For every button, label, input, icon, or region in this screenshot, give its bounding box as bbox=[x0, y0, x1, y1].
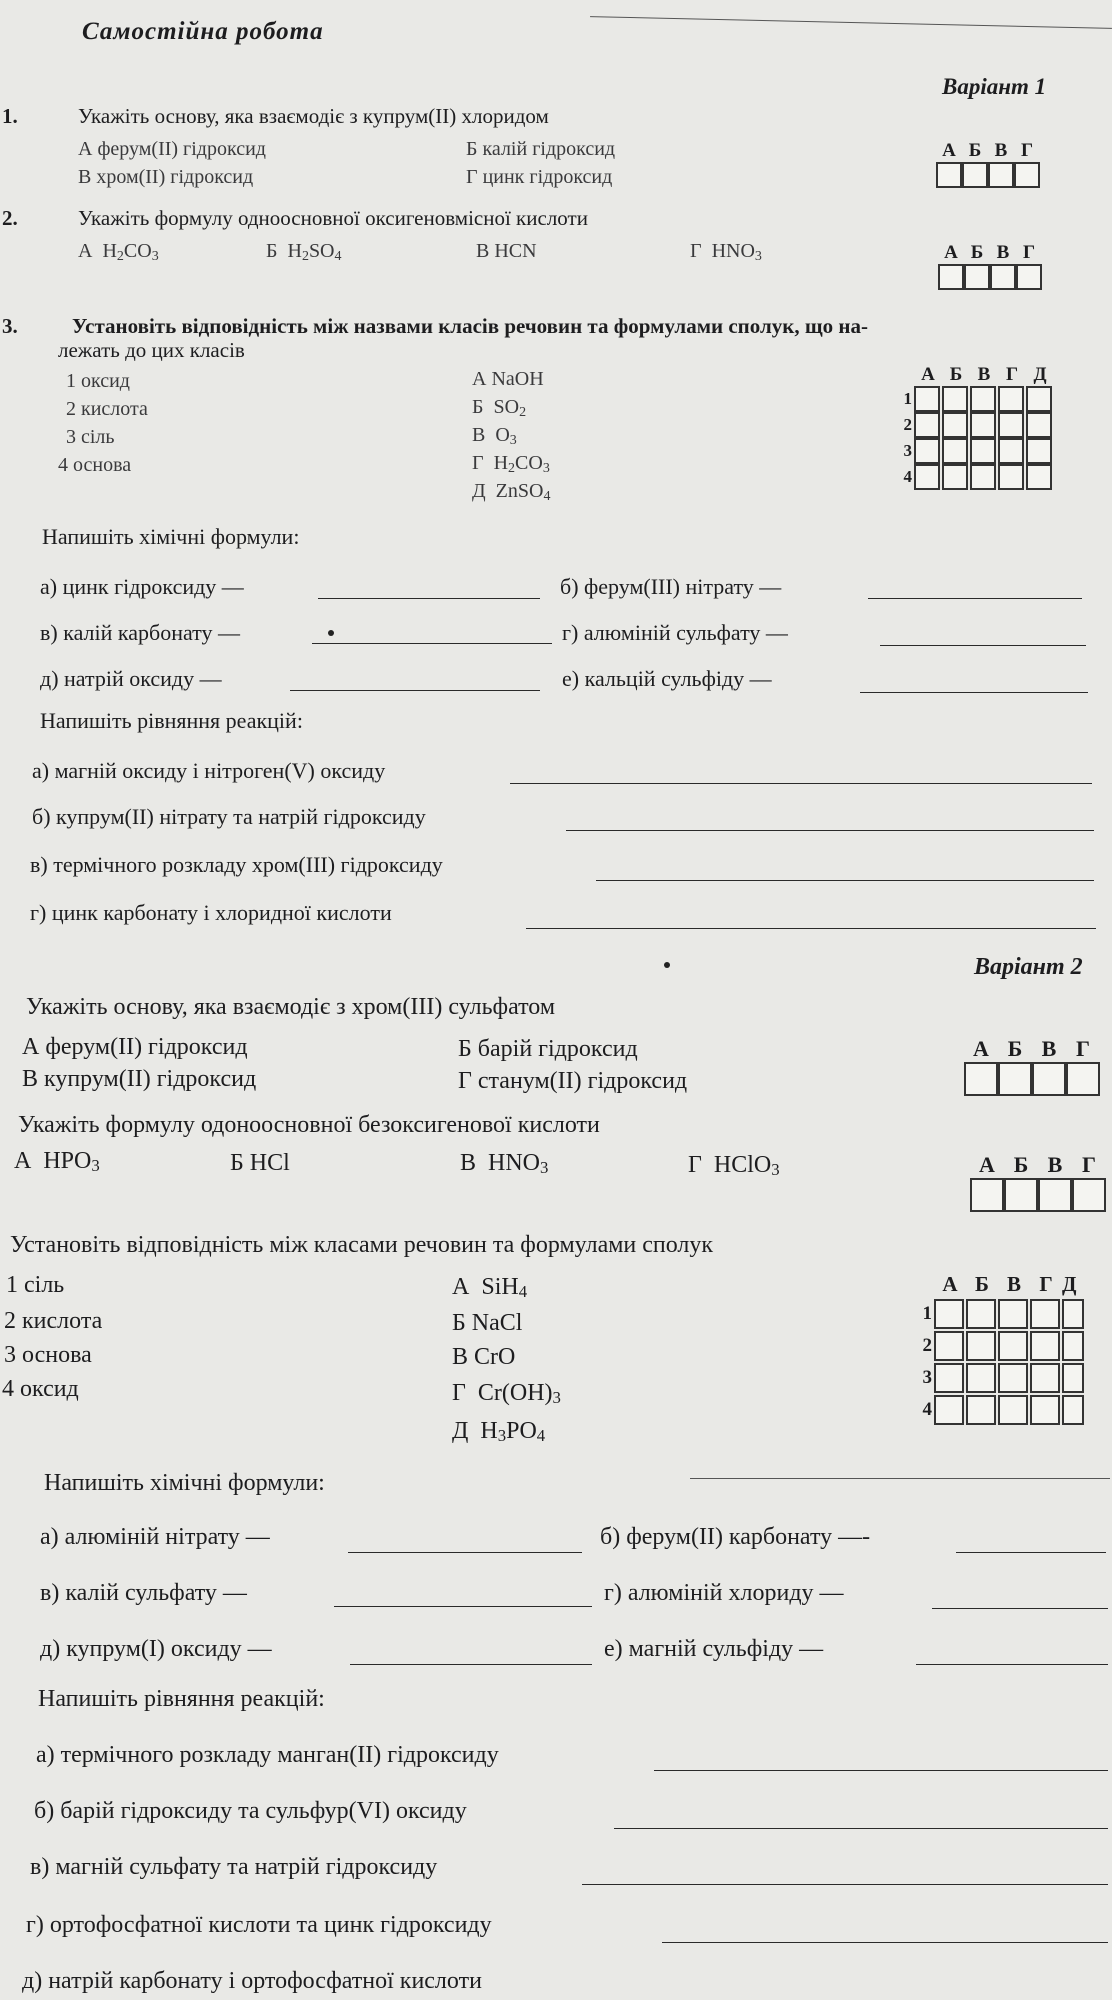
v2-q3-right-d bbox=[452, 1418, 545, 1445]
answer-box[interactable] bbox=[934, 1299, 964, 1329]
answer-box[interactable] bbox=[938, 264, 964, 290]
v1-q1-option-v: В хром(ІІ) гідроксид bbox=[78, 166, 254, 188]
row-number: 1 bbox=[903, 389, 912, 408]
grid-letter: А bbox=[944, 242, 958, 263]
formula-part: HNO bbox=[488, 1150, 541, 1176]
v1-q3-left-2: 2 кислота bbox=[66, 398, 148, 420]
v2-equation-b-blank[interactable] bbox=[614, 1828, 1108, 1829]
formula-sub: 3 bbox=[91, 1156, 100, 1175]
v1-equation-v-label: в) термічного розкладу хром(ІІІ) гідроксиду bbox=[30, 852, 443, 877]
answer-box[interactable] bbox=[1030, 1299, 1060, 1329]
answer-box[interactable] bbox=[942, 438, 968, 464]
formula-part: HClO bbox=[713, 1152, 772, 1178]
answer-box[interactable] bbox=[942, 464, 968, 490]
row-number: 1 bbox=[922, 1303, 932, 1324]
answer-box[interactable] bbox=[1016, 264, 1042, 290]
answer-box[interactable] bbox=[1038, 1178, 1072, 1212]
v1-q3-matching-grid bbox=[896, 364, 1054, 490]
answer-box[interactable] bbox=[970, 412, 996, 438]
answer-box[interactable] bbox=[1032, 1062, 1066, 1096]
option-letter: Б bbox=[472, 396, 484, 418]
formula-sub: 3 bbox=[151, 249, 159, 264]
answer-box[interactable] bbox=[962, 162, 988, 188]
formula-part: PO bbox=[506, 1418, 537, 1444]
v1-formula-g-label: г) алюміній сульфату — bbox=[562, 620, 788, 645]
v2-q1-option-b: Б барій гідроксид bbox=[458, 1036, 638, 1062]
formula-sub: 4 bbox=[536, 1426, 546, 1445]
v2-formulas-heading: Напишіть хімічні формули: bbox=[44, 1470, 325, 1496]
v1-formula-b-label: б) ферум(ІІІ) нітрату — bbox=[560, 574, 782, 599]
v1-q1-option-a: А ферум(ІІ) гідроксид bbox=[78, 138, 266, 160]
formula-part: Cr(OH) bbox=[477, 1380, 553, 1406]
formula-sub: 4 bbox=[543, 489, 551, 504]
v2-formula-v-label: в) калій сульфату — bbox=[40, 1580, 247, 1606]
v1-q2-answer-grid bbox=[938, 242, 1042, 290]
answer-box[interactable] bbox=[970, 386, 996, 412]
v2-q3-left-1: 1 сіль bbox=[6, 1272, 65, 1298]
v2-formula-d-blank[interactable] bbox=[350, 1664, 592, 1665]
ink-dot bbox=[664, 962, 670, 968]
formula-part: SO bbox=[493, 396, 520, 418]
formula-sub: 3 bbox=[540, 1158, 549, 1177]
formula-part: CO bbox=[123, 240, 152, 262]
answer-box[interactable] bbox=[1026, 386, 1052, 412]
grid-letter: Б bbox=[970, 242, 984, 263]
v2-q3-matching-grid bbox=[914, 1272, 1086, 1425]
answer-box[interactable] bbox=[1030, 1331, 1060, 1361]
v2-q3-left-3: 3 основа bbox=[4, 1342, 92, 1368]
formula-sub: 2 bbox=[508, 461, 516, 476]
answer-box[interactable] bbox=[964, 264, 990, 290]
grid-letter: А bbox=[942, 140, 956, 161]
answer-box[interactable] bbox=[1026, 438, 1052, 464]
v1-q3-right-d bbox=[472, 480, 550, 503]
row-number: 2 bbox=[922, 1335, 932, 1356]
option-letter: А bbox=[452, 1274, 470, 1300]
v1-formulas-heading: Напишіть хімічні формули: bbox=[42, 524, 300, 549]
answer-box[interactable] bbox=[942, 386, 968, 412]
v2-q1-option-v: В купрум(ІІ) гідроксид bbox=[22, 1066, 257, 1092]
grid-letter: Г bbox=[1039, 1272, 1053, 1296]
grid-letter: А bbox=[973, 1036, 989, 1061]
v1-q1-option-g: Г цинк гідроксид bbox=[466, 166, 613, 188]
formula-part: HNO bbox=[711, 240, 755, 262]
formula-sub: 2 bbox=[301, 249, 309, 264]
grid-letter: В bbox=[1006, 1272, 1021, 1296]
formula-sub: 4 bbox=[334, 249, 342, 264]
grid-header bbox=[896, 364, 1054, 386]
grid-letter: Б bbox=[949, 364, 963, 385]
formula-sub: 3 bbox=[552, 1388, 561, 1407]
grid-letter: Б bbox=[1007, 1036, 1023, 1061]
v1-q1-text: Укажіть основу, яка взаємодіє з купрум(ІІ) хлоридом bbox=[78, 104, 549, 128]
v1-formula-d-blank[interactable] bbox=[290, 690, 540, 691]
formula-sub: 4 bbox=[518, 1282, 528, 1301]
v2-formula-e-label: е) магній сульфіду — bbox=[604, 1636, 824, 1662]
answer-box[interactable] bbox=[1004, 1178, 1038, 1212]
v1-formula-a-label: а) цинк гідроксиду — bbox=[40, 574, 244, 599]
answer-box[interactable] bbox=[914, 464, 940, 490]
v2-q2-option-b: Б HCl bbox=[230, 1150, 290, 1176]
v2-equation-v-blank[interactable] bbox=[582, 1884, 1108, 1885]
option-letter: Д bbox=[472, 480, 486, 502]
v2-q3-left-4: 4 оксид bbox=[2, 1376, 79, 1402]
grid-row bbox=[914, 1363, 1086, 1393]
option-letter: Д bbox=[452, 1418, 469, 1444]
v1-formula-a-blank[interactable] bbox=[318, 598, 540, 599]
v1-formula-e-label: е) кальцій сульфіду — bbox=[562, 666, 772, 691]
answer-box[interactable] bbox=[998, 1299, 1028, 1329]
formula-part: H bbox=[493, 452, 509, 474]
v1-equation-g-label: г) цинк карбонату і хлоридної кислоти bbox=[30, 900, 392, 925]
option-letter: Г bbox=[472, 452, 484, 474]
v1-q3-left-4: 4 основа bbox=[58, 454, 132, 476]
v1-equation-g-blank[interactable] bbox=[526, 928, 1096, 929]
grid-letter: В bbox=[994, 140, 1008, 161]
v2-q2-text: Укажіть формулу одоноосновної безоксигенової кислоти bbox=[18, 1112, 600, 1138]
option-letter: А bbox=[78, 240, 93, 262]
v1-q3-text-line1: Установіть відповідність між назвами класів речовин та формулами сполук, що на- bbox=[72, 314, 868, 338]
v1-q1-option-b: Б калій гідроксид bbox=[466, 138, 616, 160]
v1-equation-a-label: а) магній оксиду і нітроген(V) оксиду bbox=[32, 758, 386, 783]
formula-sub: 3 bbox=[771, 1160, 780, 1179]
v1-equations-heading: Напишіть рівняння реакцій: bbox=[40, 708, 303, 733]
answer-box[interactable] bbox=[970, 438, 996, 464]
answer-box[interactable] bbox=[1062, 1331, 1084, 1361]
v2-q3-text: Установіть відповідність між класами речовин та формулами сполук bbox=[10, 1232, 714, 1258]
v2-q3-left-2: 2 кислота bbox=[4, 1308, 103, 1334]
v1-q2-option-v: В HCN bbox=[476, 240, 537, 262]
answer-box[interactable] bbox=[1014, 162, 1040, 188]
grid-row bbox=[914, 1299, 1086, 1329]
formula-part: CO bbox=[515, 452, 543, 474]
v1-formula-b-blank[interactable] bbox=[868, 598, 1082, 599]
v2-formula-v-blank[interactable] bbox=[334, 1606, 592, 1607]
formula-part: H bbox=[102, 240, 117, 262]
formula-part: H bbox=[287, 240, 302, 262]
row-number: 2 bbox=[903, 415, 912, 434]
v2-q1-option-a: А ферум(ІІ) гідроксид bbox=[22, 1034, 248, 1060]
grid-row bbox=[896, 386, 1054, 412]
answer-box[interactable] bbox=[1062, 1299, 1084, 1329]
variant2-label: Варіант 2 bbox=[974, 954, 1083, 980]
answer-box[interactable] bbox=[934, 1331, 964, 1361]
grid-letter: Б bbox=[975, 1272, 989, 1296]
formula-sub: 2 bbox=[116, 249, 124, 264]
v1-formula-d-label: д) натрій оксиду — bbox=[40, 666, 222, 691]
answer-box[interactable] bbox=[942, 412, 968, 438]
v1-equation-b-label: б) купрум(ІІ) нітрату та натрій гідроксиду bbox=[32, 804, 426, 829]
v1-q3-right-a: А NaOH bbox=[472, 368, 544, 390]
grid-row bbox=[896, 464, 1054, 490]
answer-box[interactable] bbox=[998, 1062, 1032, 1096]
answer-box[interactable] bbox=[1026, 464, 1052, 490]
v2-q2-option-v bbox=[460, 1150, 548, 1177]
v1-q2-number: 2. bbox=[2, 206, 18, 230]
v1-equation-a-blank[interactable] bbox=[510, 783, 1092, 784]
grid-letter: В bbox=[1047, 1152, 1063, 1177]
option-letter: Г bbox=[452, 1380, 466, 1406]
grid-letter: Б bbox=[968, 140, 982, 161]
v1-q2-text: Укажіть формулу одноосновної оксигеновмісної кислоти bbox=[78, 206, 588, 230]
answer-box[interactable] bbox=[914, 412, 940, 438]
grid-letter: А bbox=[942, 1272, 958, 1296]
grid-header bbox=[914, 1272, 1086, 1297]
answer-box[interactable] bbox=[936, 162, 962, 188]
v1-formula-g-blank[interactable] bbox=[880, 645, 1086, 646]
v2-q3-right-v: В CrO bbox=[452, 1344, 516, 1370]
v2-equation-a-blank[interactable] bbox=[654, 1770, 1108, 1771]
v2-equation-v-label: в) магній сульфату та натрій гідроксиду bbox=[30, 1854, 438, 1880]
v1-q3-left-1: 1 оксид bbox=[66, 370, 130, 392]
grid-letter: В bbox=[1041, 1036, 1057, 1061]
page-title: Самостійна робота bbox=[82, 18, 324, 45]
grid-letter: Г bbox=[1076, 1036, 1090, 1061]
variant1-label: Варіант 1 bbox=[942, 74, 1047, 99]
formula-part: SiH bbox=[481, 1274, 519, 1300]
v2-q2-option-g bbox=[688, 1152, 780, 1179]
v2-equation-g-blank[interactable] bbox=[662, 1942, 1108, 1943]
v1-q1-number: 1. bbox=[2, 104, 18, 128]
v1-q3-number: 3. bbox=[2, 314, 18, 338]
formula-part: H bbox=[480, 1418, 498, 1444]
v2-q3-right-a bbox=[452, 1274, 527, 1301]
answer-box[interactable] bbox=[1026, 412, 1052, 438]
answer-box[interactable] bbox=[998, 464, 1024, 490]
option-letter: А bbox=[14, 1148, 32, 1174]
v1-formula-v-blank[interactable] bbox=[312, 643, 552, 644]
answer-box[interactable] bbox=[990, 264, 1016, 290]
answer-box[interactable] bbox=[970, 1178, 1004, 1212]
v1-q3-right-v bbox=[472, 424, 517, 447]
grid-row bbox=[914, 1331, 1086, 1361]
row-number: 3 bbox=[922, 1367, 932, 1388]
formula-sub: 3 bbox=[542, 461, 550, 476]
formula-part: O bbox=[495, 424, 510, 446]
formula-part: HPO bbox=[43, 1148, 92, 1174]
v2-equation-g-label: г) ортофосфатної кислоти та цинк гідроксиду bbox=[26, 1912, 492, 1938]
v1-q2-option-a bbox=[78, 240, 159, 263]
row-number: 3 bbox=[903, 441, 912, 460]
answer-box[interactable] bbox=[964, 1062, 998, 1096]
v2-formula-b-label: б) ферум(ІІ) карбонату —- bbox=[600, 1524, 871, 1550]
answer-box[interactable] bbox=[1066, 1062, 1100, 1096]
grid-letter: Д bbox=[1062, 1272, 1077, 1296]
formula-sub: 3 bbox=[509, 433, 517, 448]
grid-row bbox=[914, 1395, 1086, 1425]
v2-equation-d-label: д) натрій карбонату і ортофосфатної кислоти bbox=[22, 1968, 482, 1994]
answer-box[interactable] bbox=[1030, 1395, 1060, 1425]
grid-letter: Г bbox=[1082, 1152, 1096, 1177]
v2-q1-option-g: Г станум(ІІ) гідроксид bbox=[458, 1068, 688, 1094]
v1-q2-option-g bbox=[690, 240, 762, 263]
v2-equation-a-label: а) термічного розкладу манган(ІІ) гідроксиду bbox=[36, 1742, 499, 1768]
ink-dot bbox=[328, 630, 334, 636]
v1-equation-v-blank[interactable] bbox=[596, 880, 1094, 881]
answer-box[interactable] bbox=[998, 386, 1024, 412]
formula-part: SO bbox=[308, 240, 335, 262]
formula-sub: 3 bbox=[497, 1426, 507, 1445]
formula-sub: 3 bbox=[754, 249, 762, 264]
answer-box[interactable] bbox=[914, 438, 940, 464]
row-number: 4 bbox=[922, 1399, 932, 1420]
v2-formula-g-blank[interactable] bbox=[932, 1608, 1108, 1609]
v2-q3-right-b: Б NaCl bbox=[452, 1310, 523, 1336]
grid-row bbox=[896, 438, 1054, 464]
v1-q3-right-g bbox=[472, 452, 550, 475]
grid-letter: В bbox=[977, 364, 991, 385]
answer-box[interactable] bbox=[966, 1331, 996, 1361]
v1-equation-b-blank[interactable] bbox=[566, 830, 1094, 831]
header-line bbox=[690, 1478, 1110, 1479]
v1-q3-text-line2: лежать до цих класів bbox=[58, 338, 245, 362]
v2-q2-answer-grid bbox=[970, 1152, 1106, 1212]
answer-box[interactable] bbox=[1030, 1363, 1060, 1393]
v2-equations-heading: Напишіть рівняння реакцій: bbox=[38, 1686, 325, 1712]
option-letter: Б bbox=[266, 240, 278, 262]
formula-part: ZnSO bbox=[495, 480, 544, 502]
option-letter: Г bbox=[690, 240, 702, 262]
answer-box[interactable] bbox=[1062, 1363, 1084, 1393]
answer-box[interactable] bbox=[998, 1363, 1028, 1393]
v2-equation-b-label: б) барій гідроксиду та сульфур(VІ) оксиду bbox=[34, 1798, 467, 1824]
grid-letter: А bbox=[921, 364, 935, 385]
answer-box[interactable] bbox=[998, 1331, 1028, 1361]
answer-box[interactable] bbox=[988, 162, 1014, 188]
grid-letter: В bbox=[996, 242, 1010, 263]
grid-letter: Д bbox=[1033, 364, 1047, 385]
v2-formula-g-label: г) алюміній хлориду — bbox=[604, 1580, 844, 1606]
grid-letter: Б bbox=[1013, 1152, 1029, 1177]
answer-box[interactable] bbox=[966, 1299, 996, 1329]
answer-box[interactable] bbox=[966, 1363, 996, 1393]
answer-box[interactable] bbox=[970, 464, 996, 490]
answer-box[interactable] bbox=[934, 1363, 964, 1393]
v1-q1-answer-grid bbox=[936, 140, 1040, 188]
v1-q2-option-b bbox=[266, 240, 342, 263]
v1-formula-e-blank[interactable] bbox=[860, 692, 1088, 693]
answer-box[interactable] bbox=[998, 412, 1024, 438]
v2-q1-answer-grid bbox=[964, 1036, 1100, 1096]
formula-sub: 2 bbox=[519, 405, 527, 420]
v2-q1-text: Укажіть основу, яка взаємодіє з хром(ІІІ) сульфатом bbox=[26, 994, 556, 1020]
v2-formula-e-blank[interactable] bbox=[916, 1664, 1108, 1665]
grid-row bbox=[896, 412, 1054, 438]
v1-q3-right-b bbox=[472, 396, 526, 419]
v2-q2-option-a bbox=[14, 1148, 100, 1175]
answer-box[interactable] bbox=[998, 438, 1024, 464]
option-letter: В bbox=[460, 1150, 477, 1176]
grid-letter: Г bbox=[1005, 364, 1019, 385]
grid-letter: А bbox=[979, 1152, 995, 1177]
answer-box[interactable] bbox=[1062, 1395, 1084, 1425]
option-letter: В bbox=[472, 424, 486, 446]
header-line bbox=[590, 16, 1112, 29]
v1-formula-v-label: в) калій карбонату — bbox=[40, 620, 240, 645]
v1-q3-left-3: 3 сіль bbox=[66, 426, 115, 448]
answer-box[interactable] bbox=[966, 1395, 996, 1425]
option-letter: Г bbox=[688, 1152, 702, 1178]
answer-box[interactable] bbox=[914, 386, 940, 412]
v2-formula-a-label: а) алюміній нітрату — bbox=[40, 1524, 270, 1550]
v2-formula-b-blank[interactable] bbox=[956, 1552, 1106, 1553]
answer-box[interactable] bbox=[934, 1395, 964, 1425]
grid-letter: Г bbox=[1020, 140, 1034, 161]
v2-formula-a-blank[interactable] bbox=[348, 1552, 582, 1553]
answer-box[interactable] bbox=[1072, 1178, 1106, 1212]
row-number: 4 bbox=[903, 467, 912, 486]
grid-letter: Г bbox=[1022, 242, 1036, 263]
v2-formula-d-label: д) купрум(І) оксиду — bbox=[40, 1636, 272, 1662]
v2-q3-right-g bbox=[452, 1380, 561, 1407]
answer-box[interactable] bbox=[998, 1395, 1028, 1425]
